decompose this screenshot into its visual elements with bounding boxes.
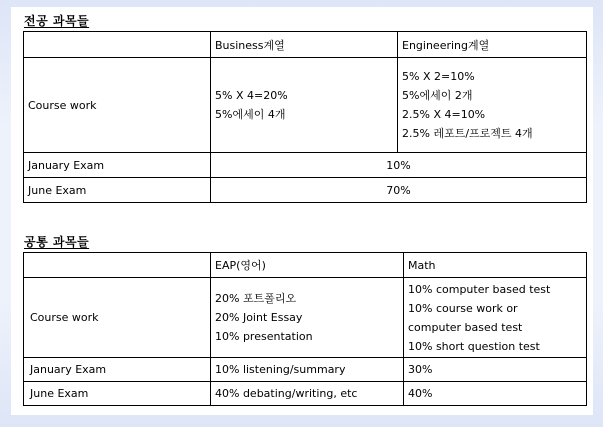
course-work-label: Course work bbox=[24, 58, 211, 153]
course-work-row bbox=[24, 58, 587, 153]
engineering-line: 5% X 2=10% bbox=[402, 70, 475, 83]
eap-line: 20% 포트폴리오 bbox=[215, 292, 297, 305]
major-subjects-title: 전공 과목들 bbox=[24, 14, 90, 28]
business-header: Business계열 bbox=[211, 32, 398, 58]
course-work-label: Course work bbox=[24, 278, 211, 358]
engineering-header: Engineering계열 bbox=[398, 32, 587, 58]
content-panel bbox=[11, 7, 593, 415]
engineering-line: 2.5% X 4=10% bbox=[402, 108, 486, 121]
table-header-row bbox=[24, 32, 587, 58]
engineering-line: 2.5% 레포트/프로젝트 4개 bbox=[402, 127, 533, 140]
eap-course-work bbox=[211, 278, 404, 358]
june-exam-row bbox=[24, 178, 587, 203]
june-exam-label: June Exam bbox=[24, 178, 211, 203]
eap-january-exam: 10% listening/summary bbox=[211, 358, 404, 382]
engineering-line: 5%에세이 2개 bbox=[402, 89, 473, 102]
eap-line: 20% Joint Essay bbox=[215, 311, 303, 324]
january-exam-label: January Exam bbox=[24, 153, 211, 178]
january-exam-value: 10% bbox=[211, 153, 587, 178]
business-line: 5%에세이 4개 bbox=[215, 108, 286, 121]
math-line: 10% course work or bbox=[408, 301, 518, 315]
math-course-work bbox=[404, 278, 587, 358]
january-exam-label: January Exam bbox=[24, 358, 211, 382]
table-header-row bbox=[24, 253, 587, 278]
math-line: 10% computer based test bbox=[408, 282, 551, 296]
june-exam-row bbox=[24, 382, 587, 406]
common-subjects-table bbox=[23, 252, 587, 406]
math-header: Math bbox=[404, 253, 587, 278]
empty-header-cell bbox=[24, 32, 211, 58]
major-subjects-table bbox=[23, 31, 587, 203]
january-exam-row bbox=[24, 358, 587, 382]
math-line: computer based test bbox=[408, 320, 523, 334]
business-course-work bbox=[211, 58, 398, 153]
eap-line: 10% presentation bbox=[215, 330, 313, 343]
math-line: 10% short question test bbox=[408, 339, 540, 353]
june-exam-label: June Exam bbox=[24, 382, 211, 406]
eap-header: EAP(영어) bbox=[211, 253, 404, 278]
june-exam-value: 70% bbox=[211, 178, 587, 203]
common-subjects-title: 공통 과목들 bbox=[24, 235, 90, 249]
course-work-row bbox=[24, 278, 587, 358]
empty-header-cell bbox=[24, 253, 211, 278]
engineering-course-work bbox=[398, 58, 587, 153]
eap-june-exam: 40% debating/writing, etc bbox=[211, 382, 404, 406]
business-line: 5% X 4=20% bbox=[215, 89, 288, 102]
math-january-exam: 30% bbox=[404, 358, 587, 382]
january-exam-row bbox=[24, 153, 587, 178]
math-june-exam: 40% bbox=[404, 382, 587, 406]
